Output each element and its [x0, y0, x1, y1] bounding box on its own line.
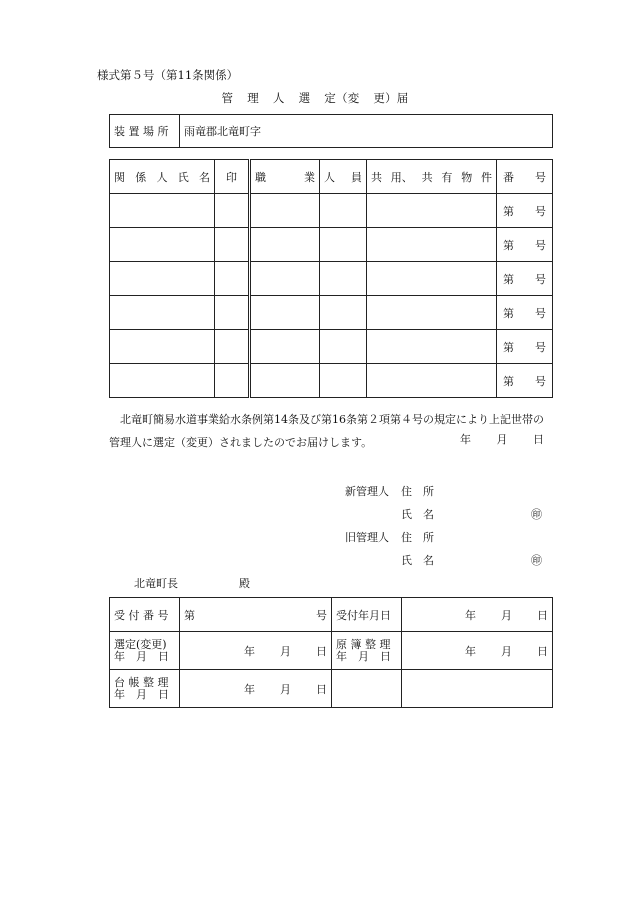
table-row — [110, 228, 553, 262]
header-occupation: 職 業 — [250, 160, 320, 194]
title-part: 管 — [221, 91, 234, 105]
ledger-date-label: 台 帳 整 理 年 月 日 — [110, 670, 180, 708]
addressee-honorific: 殿 — [239, 577, 250, 590]
number-cell[interactable]: 第 号 — [497, 194, 553, 228]
related-persons-table — [109, 159, 553, 398]
shared-property-cell[interactable] — [367, 296, 497, 330]
members-cell[interactable] — [320, 330, 367, 364]
members-cell[interactable] — [320, 194, 367, 228]
number-cell[interactable]: 第 号 — [497, 364, 553, 398]
title-part: 理 — [247, 91, 259, 105]
reception-table — [109, 597, 553, 708]
installation-place-table — [109, 114, 553, 148]
name-cell[interactable] — [110, 364, 215, 398]
empty-cell[interactable] — [332, 670, 402, 708]
title-part: 人 — [272, 91, 285, 105]
shared-property-cell[interactable] — [367, 262, 497, 296]
header-number: 番 号 — [497, 160, 553, 194]
original-register-label: 原 簿 整 理 年 月 日 — [332, 632, 402, 670]
old-manager-address-label: 住 所 — [401, 531, 434, 544]
table-row — [110, 330, 553, 364]
header-seal: 印 — [215, 160, 250, 194]
receipt-number-label: 受 付 番 号 — [110, 598, 180, 632]
new-manager-title: 新管理人 — [345, 485, 389, 498]
members-cell[interactable] — [320, 228, 367, 262]
members-cell[interactable] — [320, 364, 367, 398]
occupation-cell[interactable] — [250, 194, 320, 228]
title-part: 定（変 — [324, 91, 360, 105]
new-manager-address-label: 住 所 — [401, 485, 434, 498]
header-shared-property: 共 用、 共 有 物 件 — [367, 160, 497, 194]
notice-line-2: 管理人に選定（変更）されましたのでお届けします。 — [109, 436, 373, 449]
occupation-cell[interactable] — [250, 296, 320, 330]
old-manager-seal: ㊞ — [531, 554, 542, 567]
seal-cell[interactable] — [215, 194, 250, 228]
members-cell[interactable] — [320, 262, 367, 296]
occupation-cell[interactable] — [250, 364, 320, 398]
occupation-cell[interactable] — [250, 228, 320, 262]
name-cell[interactable] — [110, 262, 215, 296]
selection-date-label: 選定(変更) 年 月 日 — [110, 632, 180, 670]
receipt-number-field[interactable]: 第 号 — [180, 598, 332, 632]
name-cell[interactable] — [110, 330, 215, 364]
occupation-cell[interactable] — [250, 262, 320, 296]
table-row — [110, 194, 553, 228]
table-row — [110, 364, 553, 398]
seal-cell[interactable] — [215, 296, 250, 330]
place-label: 装 置 場 所 — [110, 115, 180, 148]
table-row — [110, 296, 553, 330]
receipt-date-label: 受付年月日 — [332, 598, 402, 632]
submission-date: 年 月 日 — [460, 433, 544, 446]
name-cell[interactable] — [110, 228, 215, 262]
original-register-date-field[interactable]: 年 月 日 — [402, 632, 553, 670]
members-cell[interactable] — [320, 296, 367, 330]
empty-cell[interactable] — [402, 670, 553, 708]
title-part: 選 — [298, 91, 311, 105]
seal-cell[interactable] — [215, 330, 250, 364]
receipt-date-field[interactable]: 年 月 日 — [402, 598, 553, 632]
seal-cell[interactable] — [215, 364, 250, 398]
number-cell[interactable]: 第 号 — [497, 262, 553, 296]
shared-property-cell[interactable] — [367, 330, 497, 364]
table-row — [110, 262, 553, 296]
name-cell[interactable] — [110, 194, 215, 228]
new-manager-seal: ㊞ — [531, 508, 542, 521]
header-name: 関 係 人 氏 名 — [110, 160, 215, 194]
shared-property-cell[interactable] — [367, 228, 497, 262]
table-header-row — [110, 160, 553, 194]
occupation-cell[interactable] — [250, 330, 320, 364]
header-members: 人 員 — [320, 160, 367, 194]
document-title — [0, 90, 630, 106]
seal-cell[interactable] — [215, 262, 250, 296]
selection-date-field[interactable]: 年 月 日 — [180, 632, 332, 670]
number-cell[interactable]: 第 号 — [497, 228, 553, 262]
place-value[interactable]: 雨竜郡北竜町字 — [180, 115, 553, 148]
new-manager-name-label: 氏 名 — [401, 508, 434, 521]
shared-property-cell[interactable] — [367, 194, 497, 228]
number-cell[interactable]: 第 号 — [497, 296, 553, 330]
title-part: 更）届 — [373, 91, 409, 105]
notice-line-1: 北竜町簡易水道事業給水条例第14条及び第16条第２項第４号の規定により上記世帯の — [120, 413, 544, 426]
ledger-date-field[interactable]: 年 月 日 — [180, 670, 332, 708]
seal-cell[interactable] — [215, 228, 250, 262]
old-manager-name-label: 氏 名 — [401, 554, 434, 567]
name-cell[interactable] — [110, 296, 215, 330]
addressee-mayor: 北竜町長 — [134, 577, 178, 590]
old-manager-title: 旧管理人 — [345, 531, 389, 544]
number-cell[interactable]: 第 号 — [497, 330, 553, 364]
shared-property-cell[interactable] — [367, 364, 497, 398]
form-number-label: 様式第５号（第11条関係） — [97, 68, 239, 82]
